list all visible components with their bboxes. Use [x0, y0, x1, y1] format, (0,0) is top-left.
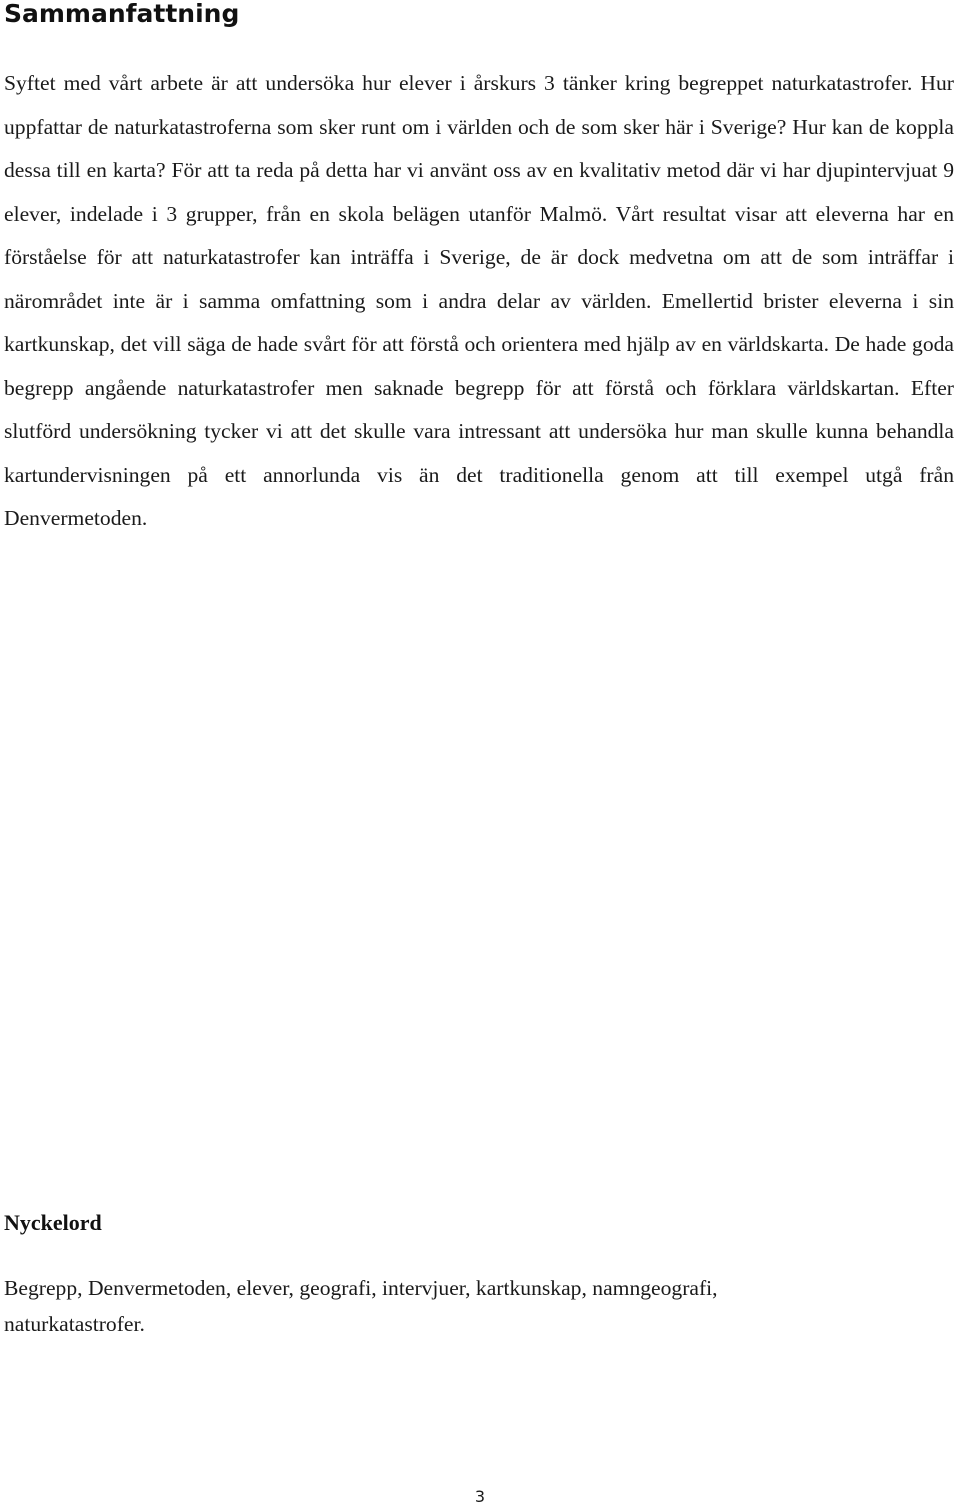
page-number: 3: [474, 1487, 486, 1506]
keywords-line: Begrepp, Denvermetoden, elever, geografi, intervjuer, kartkunskap, namngeografi,: [4, 1276, 718, 1300]
section-heading-summary: Sammanfattning: [4, 0, 240, 28]
keywords-heading: Nyckelord: [4, 1210, 102, 1235]
keywords-list: [4, 1270, 944, 1342]
abstract-paragraph: Syftet med vårt arbete är att undersöka hur elever i årskurs 3 tänker kring begreppet naturkatastrofer. Hur uppfattar de naturkatastroferna som sker runt om i världen och de som sker här i Sverige? Hur kan de koppla dessa till en karta? För att ta reda på detta har vi använt oss av en kvalitativ metod där vi har djupintervjuat 9 elever, indelade i 3 grupper, från en skola belägen utanför Malmö. Vårt resultat visar att eleverna har en förståelse för att naturkatastrofer kan inträffa i Sverige, de är dock medvetna om att de som inträffar i närområdet inte är i samma omfattning som i andra delar av världen. Emellertid brister eleverna i sin kartkunskap, det vill säga de hade svårt för att förstå och orientera med hjälp av en världskarta. De hade goda begrepp angående naturkatastrofer men saknade begrepp för att förstå och förklara världskartan. Efter slutförd undersökning tycker vi att det skulle vara intressant att undersöka hur man skulle kunna behandla kartundervisningen på ett annorlunda vis än det traditionella genom att till exempel utgå från Denvermetoden.: [4, 71, 954, 530]
keywords-line: naturkatastrofer.: [4, 1312, 145, 1336]
